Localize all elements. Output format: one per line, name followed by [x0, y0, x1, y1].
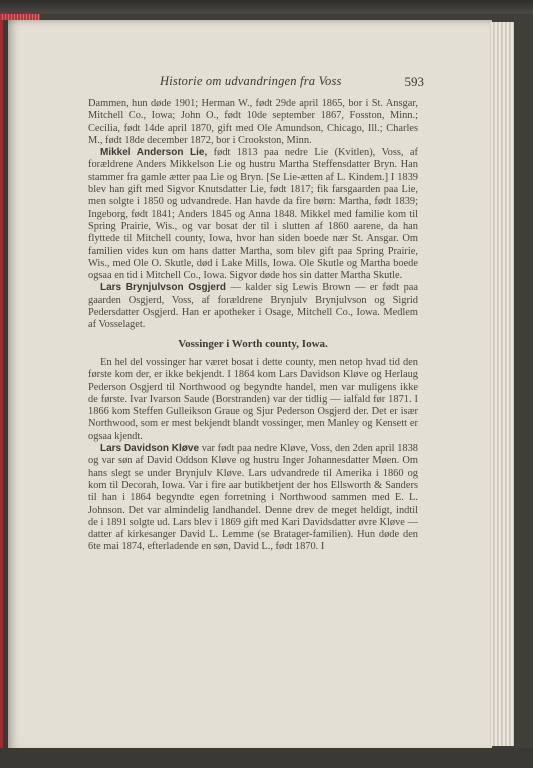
person-name: Mikkel Anderson Lie,	[100, 147, 208, 159]
paragraph	[88, 443, 418, 554]
paragraph-text: født 1813 paa nedre Lie (Kvitlen), Voss, af forældrene Anders Mikkelson Lie og hustru Martha Steffensdatter Bryn. Han stammer fra gamle ætter paa Lie og Bryn. [Se Lie-ætten af L. Kindem.] I 1839 blev han gift med Sigvor Knutsdatter Lie, født 1817; fik farsgaarden paa Lie, men solgte i 1850 og udvandrede. Han havde da fire børn: Martha, født 1839; Ingeborg, født 1841; Anders 1845 og Anna 1848. Mikkel med familie kom til Spring Prairie, Wis., og var bosat der til i slutten af 1860 aarene, da han flyttede til Mitchell county, Iowa, hvor han siden boede nær St. Ansgar. Om familien vides kun om hans datter Martha, som blev gift paa Spring Prairie, Wis., med Ole O. Skutle, død i Lake Mills, Iowa. Ole Skutle og Martha boede ogsaa en tid i Mitchell Co., Iowa. Sigvor døde hos sin datter Martha Skutle.	[88, 147, 418, 282]
paragraph-text: — kalder sig Lewis Brown — er født paa gaarden Osgjerd, Voss, af forældrene Brynjulv Brynjulvson og Sigrid Pedersdatter Osgjerd. Han er apotheker i Osage, Mitchell Co., Iowa. Medlem af Vosselaget.	[88, 282, 418, 331]
paragraph	[88, 147, 418, 282]
paragraph	[88, 357, 418, 443]
page-body	[88, 98, 418, 554]
running-title: Historie om udvandringen fra Voss	[160, 74, 342, 88]
book-bottom	[0, 748, 533, 768]
paragraph-text: var født paa nedre Kløve, Voss, den 2den april 1838 og var søn af David Oddson Kløve og hustru Inger Johannesdatter Møen. Om hans slegt se under Brynjulv Kløve. Lars udvandrede til Amerika i 1860 og kom til Decorah, Iowa. Var i fire aar butikbetjent der hos Ellsworth & Sanders til han i 1864 begyndte egen forretning i Northwood sammen med E. L. Johnson. Det var almindelig landhandel. Denne drev de meget heldigt, indtil de i 1891 solgte ud. Lars blev i 1869 gift med Kari Davidsdatter øvre Kløve — datter af kirkesanger David L. Lemme (se Bratager-familien). Hun døde den 6te mai 1874, efterladende en søn, David L., født 1870. I	[88, 443, 418, 553]
person-name: Lars Davidson Kløve	[100, 443, 200, 455]
section-heading: Vossinger i Worth county, Iowa.	[178, 337, 328, 350]
paragraph-text: Dammen, hun døde 1901; Herman W., født 29de april 1865, bor i St. Ansgar, Mitchell Co., Iowa; John O., født 10de september 1867, Fosston, Minn.; Cecilia, født 14de april 1870, gift med Ole Amundson, Chicago, Ill.; Charles M., født 18de december 1872, bor i Crookston, Minn.	[88, 98, 418, 146]
paragraph-text: En hel del vossinger har været bosat i dette county, men netop hvad tid den første kom der, er ikke bekjendt. I 1864 kom Lars Davidson Kløve og Herlaug Pederson Osgjerd til Northwood og begyndte handel, men var muligens ikke de første. Ivar Ivarson Saude (Borstranden) var der tidlig — ialfald før 1871. I 1866 kom Steffen Gulleikson Graue og Sjur Pederson Osgjerd der. Det er især Northwood, som er mest bekjendt blandt vossinger, men Manley og Kensett er ogsaa kjendt.	[88, 356, 418, 442]
page-number: 593	[404, 74, 424, 89]
paragraph	[88, 282, 418, 331]
book-spine-top	[0, 0, 533, 14]
person-name: Lars Brynjulvson Osgjerd	[100, 282, 226, 294]
paragraph	[88, 98, 418, 147]
page-stack-edges	[490, 22, 514, 746]
book-cover-edge	[0, 20, 8, 748]
